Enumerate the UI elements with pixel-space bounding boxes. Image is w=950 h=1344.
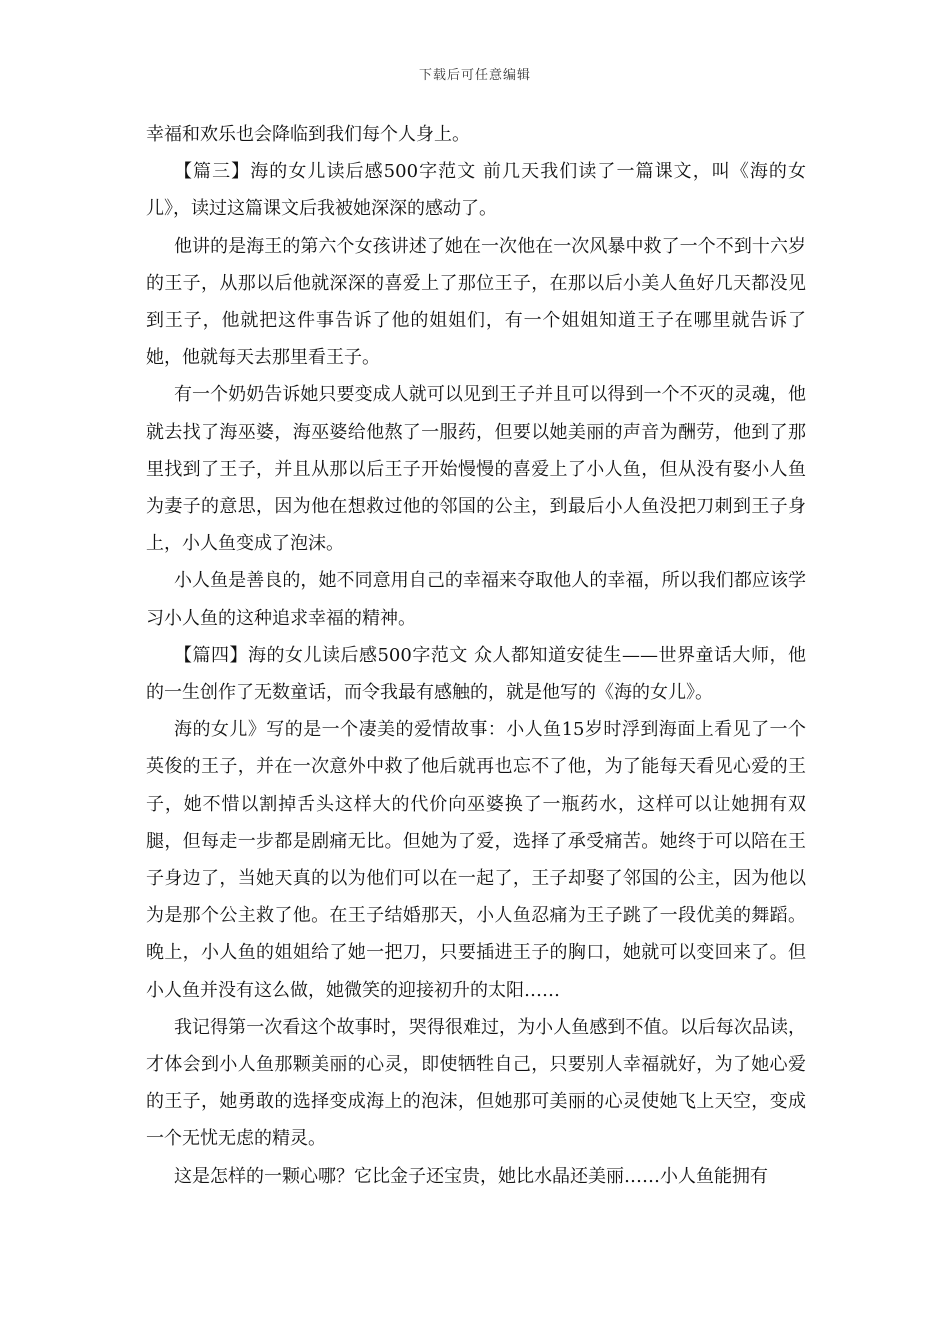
document-body <box>146 116 806 1195</box>
paragraph-reflection: 我记得第一次看这个故事时，哭得很难过，为小人鱼感到不值。以后每次品读，才体会到小人鱼那颗美丽的心灵，即使牺牲自己，只要别人幸福就好，为了她心爱的王子，她勇敢的选择变成海上的泡沫，但她那可美丽的心灵使她飞上天空，变成一个无忧无虑的精灵。 <box>146 1016 806 1150</box>
paragraph-continuation: 幸福和欢乐也会降临到我们每个人身上。 <box>146 124 470 145</box>
page-header: 下载后可任意编辑 <box>418 68 531 83</box>
paragraph-kindness: 小人鱼是善良的，她不同意用自己的幸福来夺取他人的幸福，所以我们都应该学习小人鱼的这种追求幸福的精神。 <box>146 570 806 629</box>
paragraph-love-story: 海的女儿》写的是一个凄美的爱情故事：小人鱼15岁时浮到海面上看见了一个英俊的王子，并在一次意外中救了他后就再也忘不了他，为了能每天看见心爱的王子，她不惜以割掉舌头这样大的代价向巫婆换了一瓶药水，这样可以让她拥有双腿，但每走一步都是剧痛无比。但她为了爱，选择了承受痛苦。她终于可以陪在王子身边了，当她天真的以为他们可以在一起了，王子却娶了邻国的公主，因为他以为是那个公主救了他。在王子结婚那天，小人鱼忍痛为王子跳了一段优美的舞蹈。晚上，小人鱼的姐姐给了她一把刀，只要插进王子的胸口，她就可以变回来了。但小人鱼并没有这么做，她微笑的迎接初升的太阳…… <box>146 719 806 1001</box>
paragraph-section-four-intro: 【篇四】海的女儿读后感500字范文 众人都知道安徒生——世界童话大师，他的一生创作了无数童话，而令我最有感触的，就是他写的《海的女儿》。 <box>146 644 806 704</box>
paragraph-story-summary: 他讲的是海王的第六个女孩讲述了她在一次他在一次风暴中救了一个不到十六岁的王子，从那以后他就深深的喜爱上了那位王子，在那以后小美人鱼好几天都没见到王子，他就把这件事告诉了他的姐姐们，有一个姐姐知道王子在哪里就告诉了她，他就每天去那里看王子。 <box>146 235 806 369</box>
paragraph-sea-witch: 有一个奶奶告诉她只要变成人就可以见到王子并且可以得到一个不灭的灵魂，他就去找了海巫婆，海巫婆给他熬了一服药，但要以她美丽的声音为酬劳，他到了那里找到了王子，并且从那以后王子开始慢慢的喜爱上了小人鱼，但从没有娶小人鱼为妻子的意思，因为他在想救过他的邻国的公主，到最后小人鱼没把刀刺到王子身上，小人鱼变成了泡沫。 <box>146 384 806 555</box>
paragraph-section-three-intro: 【篇三】海的女儿读后感500字范文 前几天我们读了一篇课文，叫《海的女儿》，读过这篇课文后我被她深深的感动了。 <box>146 161 806 220</box>
paragraph-closing: 这是怎样的一颗心哪？它比金子还宝贵，她比水晶还美丽……小人鱼能拥有 <box>174 1165 768 1187</box>
